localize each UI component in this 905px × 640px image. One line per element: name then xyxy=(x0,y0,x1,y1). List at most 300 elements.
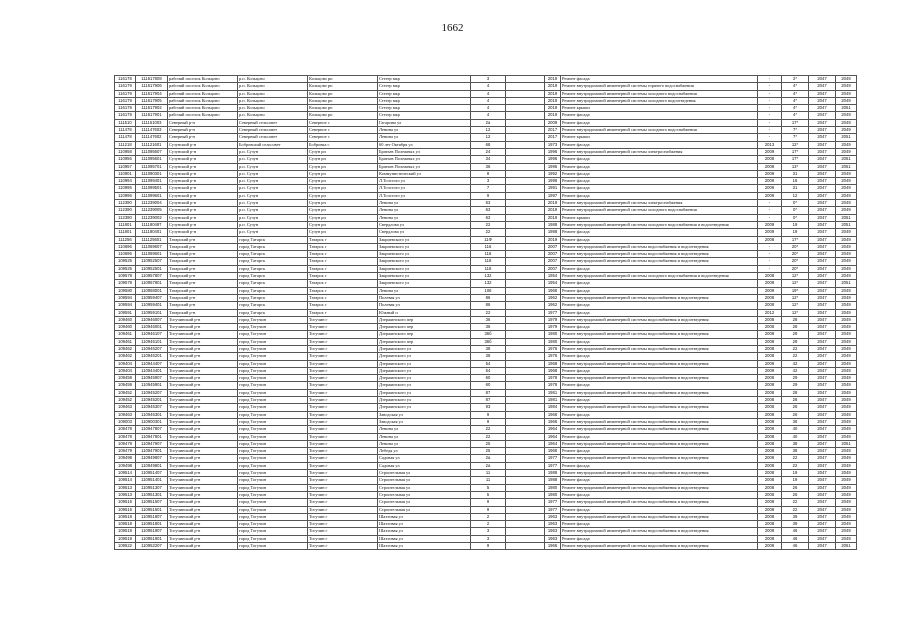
cell-municipal-district: Татарский р-н xyxy=(168,243,238,250)
cell-plan-start-year: 2047 xyxy=(809,214,836,221)
cell-plan-end-year: 2049 xyxy=(836,273,857,280)
cell-street: Свердлова ул xyxy=(378,229,471,236)
cell-work-type: Ремонт фасада xyxy=(561,156,758,163)
cell-work-type: Ремонт фасада xyxy=(561,397,758,404)
cell-plan-end-year: 2049 xyxy=(836,200,857,207)
cell-house-id: 109459 xyxy=(115,382,136,389)
cell-year-built: 1968 xyxy=(545,360,561,367)
cell-wear-percent: 12* xyxy=(782,273,809,280)
cell-locality: Тогучин г xyxy=(308,506,378,513)
cell-locality: Тогучин г xyxy=(308,382,378,389)
cell-element-id: 111069601 xyxy=(136,251,168,258)
cell-municipal-district: Тогучинский р-н xyxy=(168,477,238,484)
cell-house-id: 109478 xyxy=(115,426,136,433)
cell-plan-end-year: 2049 xyxy=(836,294,857,301)
cell-plan-end-year: 2049 xyxy=(836,83,857,90)
cell-last-repair-year: 2008 xyxy=(758,236,782,243)
cell-plan-start-year: 2047 xyxy=(809,535,836,542)
cell-element-id: 110951401 xyxy=(136,477,168,484)
cell-locality: Сузун рп xyxy=(308,163,378,170)
cell-house-id: 109518 xyxy=(115,513,136,520)
cell-element-id: 111239005 xyxy=(136,207,168,214)
cell-house-id: 109478 xyxy=(115,433,136,440)
cell-element-id: 111099501 xyxy=(136,185,168,192)
cell-house-id: 110957 xyxy=(115,163,136,170)
cell-plan-end-year: 2049 xyxy=(836,433,857,440)
cell-house-number: 9 xyxy=(471,192,506,199)
cell-municipal-district: рабочий поселок Кольцово xyxy=(168,97,238,104)
cell-year-built: 1977 xyxy=(545,309,561,316)
table-row xyxy=(115,477,857,484)
cell-settlement: город Татарск xyxy=(238,280,308,287)
cell-year-built: 1996 xyxy=(545,148,561,155)
cell-locality: Тогучин г xyxy=(308,440,378,447)
cell-house-number: 60 xyxy=(471,375,506,382)
cell-plan-start-year: 2047 xyxy=(809,294,836,301)
cell-street: Шахтовая ул xyxy=(378,535,471,542)
cell-year-built: 2007 xyxy=(545,251,561,258)
cell-municipal-district: Северный р-н xyxy=(168,127,238,134)
cell-street: Стегер мкр xyxy=(378,76,471,83)
cell-last-repair-year: 2008 xyxy=(758,404,782,411)
cell-street: Полевая ул xyxy=(378,302,471,309)
cell-street: Лебедя ул xyxy=(378,448,471,455)
cell-plan-start-year: 2047 xyxy=(809,229,836,236)
cell-municipal-district: Тогучинский р-н xyxy=(168,331,238,338)
table-row xyxy=(115,426,857,433)
cell-locality: Северное с xyxy=(308,119,378,126)
cell-building xyxy=(506,273,545,280)
cell-locality: Тогучин г xyxy=(308,521,378,528)
cell-plan-start-year: 2047 xyxy=(809,360,836,367)
cell-element-id: 110945907 xyxy=(136,375,168,382)
cell-work-type: Ремонт фасада xyxy=(561,302,758,309)
cell-work-type: Ремонт внутридомовой инженерной системы водоснабжения и водоотведения xyxy=(561,331,758,338)
cell-last-repair-year: 2008 xyxy=(758,389,782,396)
cell-house-number: 9 xyxy=(471,506,506,513)
cell-building xyxy=(506,127,545,134)
cell-settlement: город Тогучин xyxy=(238,338,308,345)
cell-year-built: 1954 xyxy=(545,273,561,280)
cell-building xyxy=(506,294,545,301)
cell-house-id: 116179 xyxy=(115,112,136,119)
cell-house-number: 87 xyxy=(471,389,506,396)
cell-house-number: 36 xyxy=(471,316,506,323)
cell-house-number: 86 xyxy=(471,294,506,301)
table-row xyxy=(115,236,857,243)
cell-building xyxy=(506,309,545,316)
cell-settlement: р.п. Сузун xyxy=(238,163,308,170)
cell-house-number: 22 xyxy=(471,433,506,440)
register-table-wrap xyxy=(114,75,856,550)
cell-street: Л.Толстого ул xyxy=(378,178,471,185)
cell-house-id: 110901 xyxy=(115,170,136,177)
cell-locality: Кольцово рп xyxy=(308,83,378,90)
table-row xyxy=(115,309,857,316)
cell-settlement: город Тогучин xyxy=(238,484,308,491)
cell-street: Ленина ул xyxy=(378,134,471,141)
cell-house-number: 4 xyxy=(471,83,506,90)
cell-work-type: Ремонт внутридомовой инженерной системы водоснабжения и водоотведения xyxy=(561,360,758,367)
cell-house-id: 110995 xyxy=(115,185,136,192)
cell-last-repair-year: 2008 xyxy=(758,484,782,491)
cell-street: Стегер мкр xyxy=(378,90,471,97)
cell-settlement: город Тогучин xyxy=(238,535,308,542)
cell-wear-percent: 0* xyxy=(782,200,809,207)
cell-plan-end-year: 2049 xyxy=(836,192,857,199)
cell-plan-start-year: 2047 xyxy=(809,506,836,513)
cell-street: Братьев Полежных ул xyxy=(378,163,471,170)
cell-wear-percent: 12* xyxy=(782,141,809,148)
cell-settlement: р.п. Кольцово xyxy=(238,97,308,104)
cell-work-type: Ремонт внутридомовой инженерной системы водоснабжения и водоотведения xyxy=(561,484,758,491)
cell-last-repair-year: - xyxy=(758,134,782,141)
cell-locality: Тогучин г xyxy=(308,455,378,462)
cell-building xyxy=(506,105,545,112)
cell-municipal-district: Тогучинский р-н xyxy=(168,382,238,389)
table-row xyxy=(115,265,857,272)
cell-settlement: город Тогучин xyxy=(238,324,308,331)
cell-element-id: 111095607 xyxy=(136,148,168,155)
cell-element-id: 111099601 xyxy=(136,192,168,199)
cell-work-type: Ремонт фасада xyxy=(561,163,758,170)
cell-wear-percent: 20* xyxy=(782,265,809,272)
table-row xyxy=(115,455,857,462)
cell-municipal-district: Сузунский р-н xyxy=(168,185,238,192)
cell-municipal-district: Тогучинский р-н xyxy=(168,535,238,542)
cell-last-repair-year: 2008 xyxy=(758,543,782,550)
cell-building xyxy=(506,353,545,360)
cell-last-repair-year: 2008 xyxy=(758,448,782,455)
cell-plan-start-year: 2047 xyxy=(809,331,836,338)
cell-plan-start-year: 2047 xyxy=(809,316,836,323)
cell-plan-start-year: 2047 xyxy=(809,192,836,199)
cell-wear-percent: 42 xyxy=(782,367,809,374)
cell-municipal-district: Тогучинский р-н xyxy=(168,521,238,528)
cell-wear-percent: 19 xyxy=(782,470,809,477)
cell-wear-percent: 20* xyxy=(782,243,809,250)
cell-wear-percent: 4* xyxy=(782,112,809,119)
cell-municipal-district: Тогучинский р-н xyxy=(168,513,238,520)
table-row xyxy=(115,178,857,185)
cell-element-id: 110951801 xyxy=(136,521,168,528)
cell-year-built: 1977 xyxy=(545,506,561,513)
cell-municipal-district: рабочий поселок Кольцово xyxy=(168,76,238,83)
cell-plan-end-year: 2049 xyxy=(836,316,857,323)
cell-last-repair-year: 2008 xyxy=(758,513,782,520)
cell-year-built: 1980 xyxy=(545,491,561,498)
cell-settlement: р.п. Сузун xyxy=(238,192,308,199)
table-body xyxy=(115,76,857,550)
table-row xyxy=(115,440,857,447)
page-number: 1662 xyxy=(441,22,464,34)
cell-year-built: 2019 xyxy=(545,83,561,90)
cell-building xyxy=(506,448,545,455)
cell-house-number: 9 xyxy=(471,418,506,425)
table-row xyxy=(115,375,857,382)
cell-plan-end-year: 2049 xyxy=(836,141,857,148)
cell-last-repair-year: 2013 xyxy=(758,141,782,148)
cell-work-type: Ремонт внутридомовой инженерной системы электроснабжения xyxy=(561,148,758,155)
cell-work-type: Ремонт фасада xyxy=(561,229,758,236)
cell-last-repair-year: 2009 xyxy=(758,192,782,199)
cell-building xyxy=(506,170,545,177)
cell-settlement: город Тогучин xyxy=(238,316,308,323)
cell-house-number: 11 xyxy=(471,477,506,484)
cell-house-number: 4 xyxy=(471,97,506,104)
cell-element-id: 110949807 xyxy=(136,455,168,462)
cell-year-built: 1988 xyxy=(545,470,561,477)
cell-plan-start-year: 2047 xyxy=(809,148,836,155)
cell-element-id: 110946001 xyxy=(136,324,168,331)
table-row xyxy=(115,229,857,236)
cell-plan-start-year: 2047 xyxy=(809,134,836,141)
cell-wear-percent: 7* xyxy=(782,134,809,141)
cell-last-repair-year: 2008 xyxy=(758,477,782,484)
cell-year-built: 1980 xyxy=(545,484,561,491)
cell-house-id: 109479 xyxy=(115,440,136,447)
cell-plan-end-year: 2049 xyxy=(836,207,857,214)
cell-wear-percent: 28 xyxy=(782,331,809,338)
cell-locality: Тогучин г xyxy=(308,375,378,382)
cell-house-number: 12 xyxy=(471,134,506,141)
cell-work-type: Ремонт внутридомовой инженерной системы холодного водоснабжения xyxy=(561,90,758,97)
cell-work-type: Ремонт внутридомовой инженерной системы водоснабжения и водоотведения xyxy=(561,243,758,250)
cell-year-built: 2019 xyxy=(545,200,561,207)
cell-municipal-district: Татарский р-н xyxy=(168,280,238,287)
cell-locality: Сузун рп xyxy=(308,148,378,155)
cell-plan-end-year: 2049 xyxy=(836,360,857,367)
cell-settlement: город Татарск xyxy=(238,302,308,309)
cell-building xyxy=(506,360,545,367)
cell-element-id: 110959401 xyxy=(136,302,168,309)
cell-plan-start-year: 2047 xyxy=(809,404,836,411)
cell-settlement: город Тогучин xyxy=(238,528,308,535)
cell-building xyxy=(506,258,545,265)
cell-municipal-district: Сузунский р-н xyxy=(168,141,238,148)
cell-house-id: 110696 xyxy=(115,243,136,250)
cell-street: Полевая ул xyxy=(378,294,471,301)
cell-house-id: 109522 xyxy=(115,543,136,550)
table-row xyxy=(115,411,857,418)
cell-work-type: Ремонт внутридомовой инженерной системы водоснабжения и водоотведения xyxy=(561,404,758,411)
cell-year-built: 1995 xyxy=(545,163,561,170)
table-row xyxy=(115,280,857,287)
cell-house-id: 109578 xyxy=(115,280,136,287)
cell-last-repair-year: 2008 xyxy=(758,521,782,528)
cell-work-type: Ремонт фасада xyxy=(561,338,758,345)
cell-plan-start-year: 2047 xyxy=(809,382,836,389)
cell-plan-start-year: 2047 xyxy=(809,76,836,83)
cell-wear-percent: 28 xyxy=(782,338,809,345)
cell-building xyxy=(506,367,545,374)
cell-work-type: Ремонт внутридомовой инженерной системы водоснабжения и водоотведения xyxy=(561,418,758,425)
cell-street: Ленина ул xyxy=(378,127,471,134)
cell-element-id: 111151003 xyxy=(136,119,168,126)
cell-plan-end-year: 2049 xyxy=(836,448,857,455)
table-row xyxy=(115,76,857,83)
cell-house-number: 25 xyxy=(471,440,506,447)
cell-house-id: 111801 xyxy=(115,229,136,236)
cell-plan-start-year: 2047 xyxy=(809,105,836,112)
cell-municipal-district: рабочий поселок Кольцово xyxy=(168,90,238,97)
cell-settlement: город Тогучин xyxy=(238,506,308,513)
cell-element-id: 110951501 xyxy=(136,506,168,513)
cell-building xyxy=(506,97,545,104)
cell-plan-end-year: 2049 xyxy=(836,506,857,513)
cell-house-number: 8 xyxy=(471,170,506,177)
cell-house-number: 38 xyxy=(471,353,506,360)
cell-house-number: 60 xyxy=(471,382,506,389)
cell-year-built: 2019 xyxy=(545,112,561,119)
cell-element-id: 110946307 xyxy=(136,404,168,411)
cell-locality: Татарск г xyxy=(308,280,378,287)
cell-wear-percent: 20* xyxy=(782,251,809,258)
cell-building xyxy=(506,477,545,484)
cell-work-type: Ремонт фасада xyxy=(561,521,758,528)
cell-last-repair-year: 2008 xyxy=(758,302,782,309)
cell-wear-percent: 17* xyxy=(782,156,809,163)
cell-year-built: 1964 xyxy=(545,440,561,447)
cell-last-repair-year: 2008 xyxy=(758,382,782,389)
cell-building xyxy=(506,535,545,542)
table-row xyxy=(115,214,857,221)
table-row xyxy=(115,535,857,542)
cell-element-id: 110944407 xyxy=(136,360,168,367)
cell-wear-percent: 22 xyxy=(782,345,809,352)
cell-last-repair-year: 2009 xyxy=(758,360,782,367)
cell-municipal-district: Сузунский р-н xyxy=(168,148,238,155)
cell-wear-percent: 31 xyxy=(782,185,809,192)
cell-plan-start-year: 2047 xyxy=(809,477,836,484)
cell-street: Ленина ул xyxy=(378,207,471,214)
cell-plan-start-year: 2047 xyxy=(809,397,836,404)
cell-plan-end-year: 2049 xyxy=(836,353,857,360)
cell-last-repair-year: 2008 xyxy=(758,528,782,535)
cell-street: Шахтовая ул xyxy=(378,528,471,535)
cell-plan-end-year: 2049 xyxy=(836,521,857,528)
cell-locality: Тогучин г xyxy=(308,491,378,498)
cell-plan-start-year: 2047 xyxy=(809,411,836,418)
table-row xyxy=(115,192,857,199)
cell-plan-start-year: 2047 xyxy=(809,367,836,374)
cell-building xyxy=(506,543,545,550)
cell-element-id: 110957801 xyxy=(136,280,168,287)
cell-plan-end-year: 2049 xyxy=(836,76,857,83)
cell-wear-percent: 4* xyxy=(782,83,809,90)
cell-house-id: 109452 xyxy=(115,397,136,404)
cell-locality: Тогучин г xyxy=(308,448,378,455)
cell-house-number: 68 xyxy=(471,141,506,148)
cell-locality: Сузун рп xyxy=(308,156,378,163)
cell-municipal-district: Тогучинский р-н xyxy=(168,324,238,331)
cell-building xyxy=(506,404,545,411)
cell-last-repair-year: - xyxy=(758,97,782,104)
cell-plan-start-year: 2047 xyxy=(809,302,836,309)
cell-house-id: 110958 xyxy=(115,148,136,155)
cell-wear-percent: 22 xyxy=(782,506,809,513)
cell-settlement: р.п. Сузун xyxy=(238,207,308,214)
cell-locality: Тогучин г xyxy=(308,397,378,404)
cell-element-id: 111180497 xyxy=(136,221,168,228)
cell-last-repair-year: 2008 xyxy=(758,411,782,418)
cell-locality: Северное с xyxy=(308,134,378,141)
cell-work-type: Ремонт внутридомовой инженерной системы водоснабжения и водоотведения xyxy=(561,499,758,506)
cell-street: Ленина ул xyxy=(378,426,471,433)
cell-house-number: 132 xyxy=(471,273,506,280)
cell-house-number: 36 xyxy=(471,324,506,331)
cell-house-id: 116179 xyxy=(115,97,136,104)
cell-locality: Сузун рп xyxy=(308,200,378,207)
cell-wear-percent: 42 xyxy=(782,360,809,367)
cell-building xyxy=(506,426,545,433)
cell-plan-end-year: 2049 xyxy=(836,229,857,236)
cell-element-id: 111147603 xyxy=(136,127,168,134)
cell-work-type: Ремонт внутридомовой инженерной системы холодного водоснабжения и водоотведения xyxy=(561,273,758,280)
cell-building xyxy=(506,214,545,221)
cell-locality: Тогучин г xyxy=(308,433,378,440)
cell-last-repair-year: 2009 xyxy=(758,170,782,177)
cell-municipal-district: Сузунский р-н xyxy=(168,207,238,214)
cell-element-id: 110951901 xyxy=(136,535,168,542)
cell-element-id: 110951407 xyxy=(136,470,168,477)
cell-year-built: 1977 xyxy=(545,455,561,462)
cell-house-number: 4 xyxy=(471,112,506,119)
cell-year-built: 1988 xyxy=(545,477,561,484)
table-row xyxy=(115,397,857,404)
cell-municipal-district: Тогучинский р-н xyxy=(168,411,238,418)
cell-street: Строительная ул xyxy=(378,477,471,484)
cell-house-id: 109591 xyxy=(115,309,136,316)
cell-building xyxy=(506,440,545,447)
cell-wear-percent: 12* xyxy=(782,294,809,301)
cell-building xyxy=(506,207,545,214)
cell-locality: Татарск г xyxy=(308,273,378,280)
cell-last-repair-year: 2009 xyxy=(758,287,782,294)
cell-locality: Татарск г xyxy=(308,251,378,258)
table-row xyxy=(115,543,857,550)
cell-municipal-district: Тогучинский р-н xyxy=(168,543,238,550)
cell-element-id: 110952501 xyxy=(136,265,168,272)
cell-plan-end-year: 2049 xyxy=(836,418,857,425)
cell-wear-percent: 28 xyxy=(782,397,809,404)
cell-locality: Тогучин г xyxy=(308,345,378,352)
cell-plan-end-year: 2049 xyxy=(836,170,857,177)
cell-work-type: Ремонт фасада xyxy=(561,76,758,83)
cell-municipal-district: Тогучинский р-н xyxy=(168,499,238,506)
cell-house-number: 5 xyxy=(471,484,506,491)
cell-house-number: 106 xyxy=(471,287,506,294)
cell-plan-end-year: 2049 xyxy=(836,491,857,498)
cell-street: Стегер мкр xyxy=(378,97,471,104)
cell-settlement: р.п. Сузун xyxy=(238,229,308,236)
table-row xyxy=(115,127,857,134)
cell-last-repair-year: - xyxy=(758,207,782,214)
cell-work-type: Ремонт фасада xyxy=(561,353,758,360)
table-row xyxy=(115,251,857,258)
table-row xyxy=(115,521,857,528)
cell-work-type: Ремонт фасада xyxy=(561,170,758,177)
cell-year-built: 1964 xyxy=(545,426,561,433)
cell-settlement: р.п. Сузун xyxy=(238,156,308,163)
cell-plan-end-year: 2051 xyxy=(836,156,857,163)
cell-locality: Северное с xyxy=(308,127,378,134)
cell-element-id: 111099401 xyxy=(136,178,168,185)
cell-last-repair-year: 2008 xyxy=(758,345,782,352)
cell-street: Закриевского ул xyxy=(378,280,471,287)
table-row xyxy=(115,97,857,104)
cell-settlement: р.п. Кольцово xyxy=(238,112,308,119)
